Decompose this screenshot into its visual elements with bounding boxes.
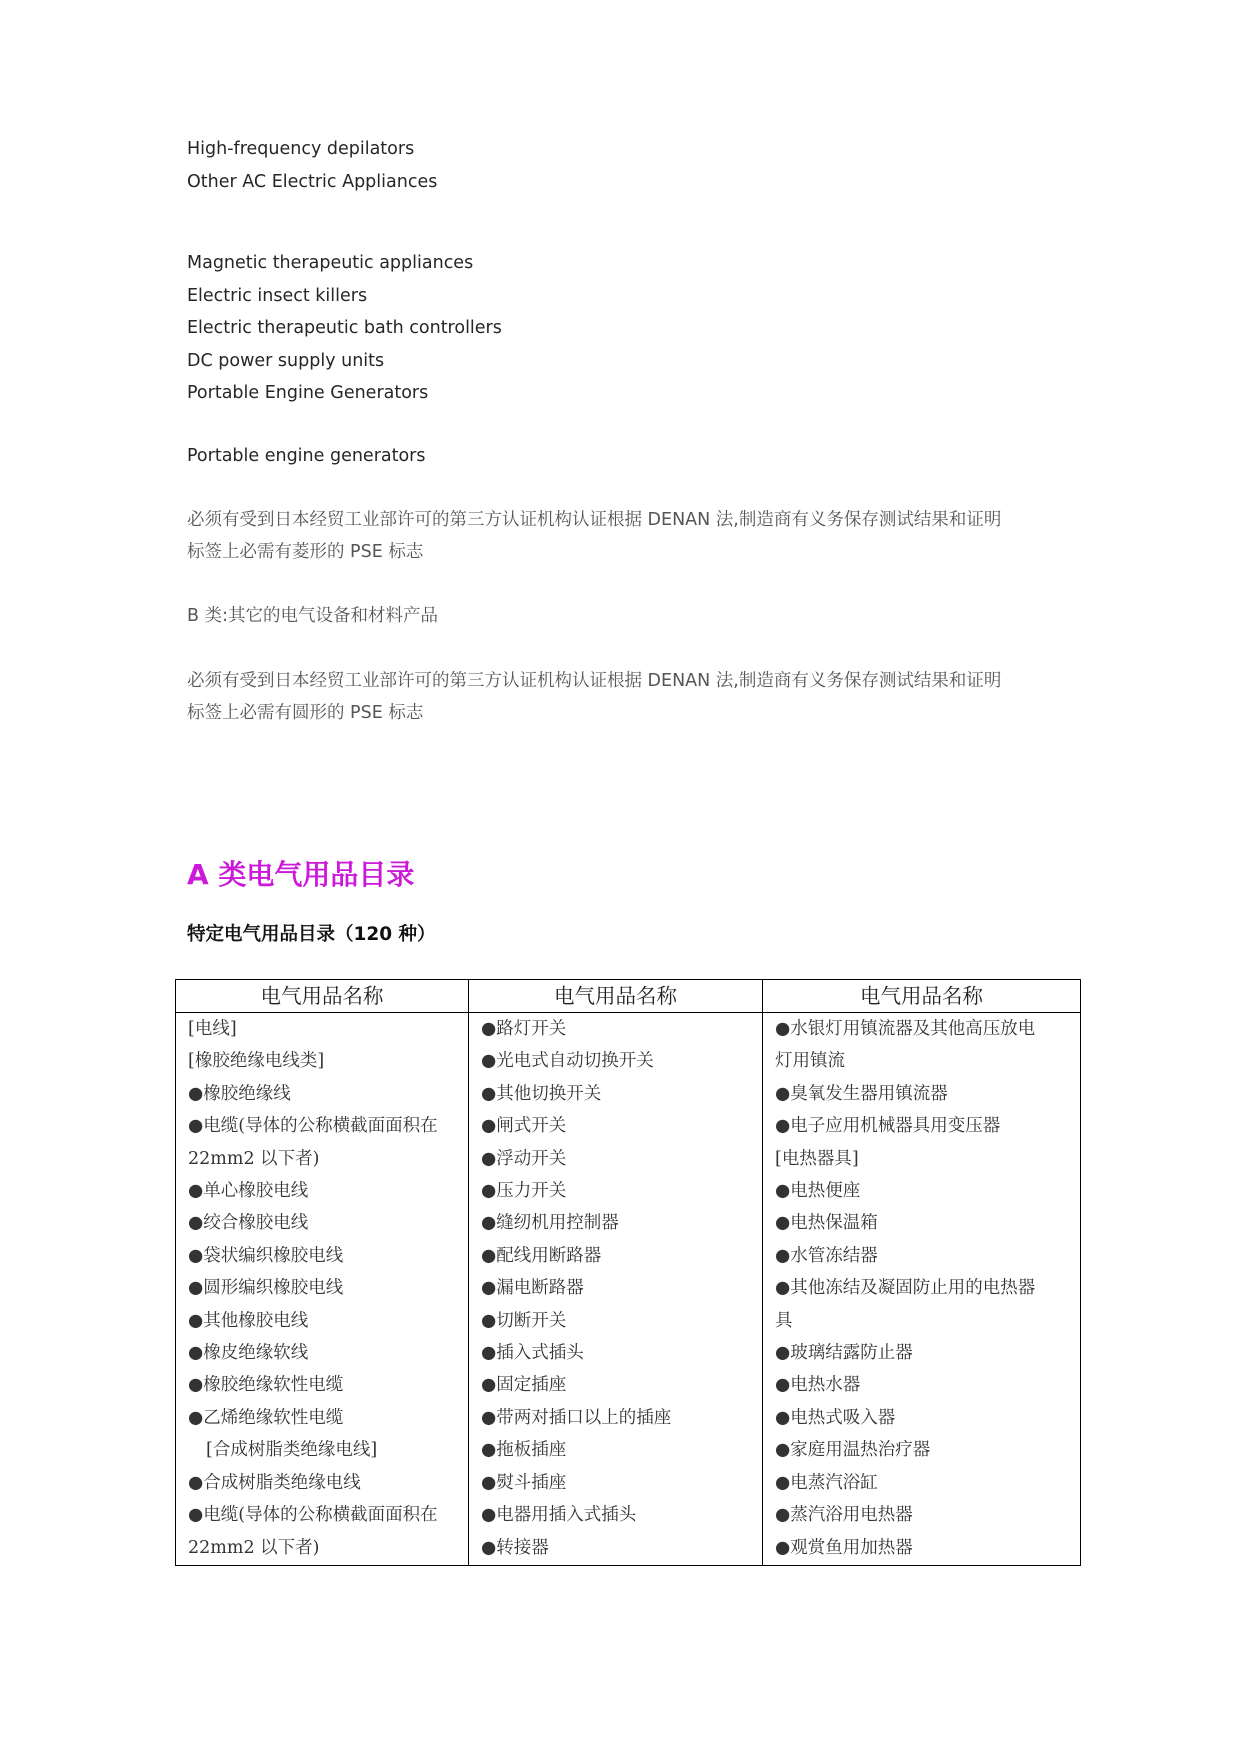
list-item: ●配线用断路器	[481, 1245, 602, 1266]
list-item: ●固定插座	[481, 1375, 567, 1396]
column-header: 电气用品名称	[469, 980, 763, 1013]
list-item: ●观赏鱼用加热器	[775, 1537, 913, 1558]
intro-list-2	[187, 247, 1087, 410]
category-b-label: B 类:其它的电气设备和材料产品	[187, 606, 438, 626]
table-row	[176, 1013, 1081, 1566]
list-item: ●漏电断路器	[481, 1278, 584, 1299]
list-item: 22mm2 以下者)	[188, 1537, 320, 1558]
list-item: [橡胶绝缘电线类]	[188, 1051, 325, 1072]
list-item: ●绞合橡胶电线	[188, 1213, 309, 1234]
list-item: ●水银灯用镇流器及其他高压放电	[775, 1019, 1036, 1039]
list-item: ●橡胶绝缘软性电缆	[188, 1375, 344, 1396]
section-heading: A 类电气用品目录	[187, 858, 415, 891]
intro-line: DC power supply units	[187, 350, 385, 371]
list-item: 灯用镇流	[775, 1051, 845, 1072]
table-header-row	[176, 980, 1081, 1013]
column-header: 电气用品名称	[763, 980, 1081, 1013]
list-item: ●浮动开关	[481, 1148, 567, 1169]
list-item: ●水管冻结器	[775, 1245, 878, 1266]
list-item: ●合成树脂类绝缘电线	[188, 1472, 361, 1493]
list-item: ●压力开关	[481, 1181, 567, 1202]
category-b	[187, 600, 1087, 632]
list-item: ●带两对插口以上的插座	[481, 1407, 672, 1428]
list-item: [电热器具]	[775, 1148, 859, 1169]
column-header: 电气用品名称	[176, 980, 469, 1013]
list-item: ●电缆(导体的公称横截面面积在	[188, 1116, 438, 1137]
intro-line: High-frequency depilators	[187, 139, 415, 159]
intro-line: Portable engine generators	[187, 446, 426, 466]
table-cell-col2	[469, 1013, 763, 1566]
intro-line: Other AC Electric Appliances	[187, 171, 438, 192]
list-item: ●电热便座	[775, 1181, 861, 1202]
list-item: ●圆形编织橡胶电线	[188, 1278, 344, 1299]
list-item: ●电热保温箱	[775, 1213, 878, 1234]
list-item: ●熨斗插座	[481, 1472, 567, 1493]
intro-line: Magnetic therapeutic appliances	[187, 253, 474, 273]
list-item: [合成树脂类绝缘电线]	[206, 1440, 378, 1461]
intro-line: Electric insect killers	[187, 285, 368, 306]
list-item: ●电热式吸入器	[775, 1407, 896, 1428]
table-cell-col3	[763, 1013, 1081, 1566]
section-subheading: 特定电气用品目录（120 种）	[187, 924, 436, 945]
paragraph-line: 必须有受到日本经贸工业部许可的第三方认证机构认证根据 DENAN 法,制造商有义务保存测试结果和证明	[187, 671, 1002, 691]
list-item: ●蒸汽浴用电热器	[775, 1505, 913, 1526]
list-item: [电线]	[188, 1019, 237, 1039]
list-item: ●乙烯绝缘软性电缆	[188, 1407, 344, 1428]
list-item: ●袋状编织橡胶电线	[188, 1245, 344, 1266]
list-item: ●拖板插座	[481, 1440, 567, 1461]
list-item: ●其他切换开关	[481, 1083, 602, 1104]
list-item: ●其他冻结及凝固防止用的电热器	[775, 1278, 1036, 1299]
list-item: ●电蒸汽浴缸	[775, 1472, 878, 1493]
list-item: ●插入式插头	[481, 1343, 584, 1364]
paragraph-line: 标签上必需有圆形的 PSE 标志	[187, 703, 424, 723]
list-item: ●玻璃结露防止器	[775, 1343, 913, 1364]
list-item: ●其他橡胶电线	[188, 1310, 309, 1331]
intro-list-1	[187, 133, 1087, 198]
list-item: ●橡皮绝缘软线	[188, 1343, 309, 1364]
paragraph-line: 标签上必需有菱形的 PSE 标志	[187, 542, 424, 562]
list-item: ●单心橡胶电线	[188, 1181, 309, 1202]
intro-line: Portable Engine Generators	[187, 383, 429, 403]
list-item: ●电子应用机械器具用变压器	[775, 1116, 1001, 1137]
paragraph-a	[187, 504, 1087, 568]
intro-line: Electric therapeutic bath controllers	[187, 318, 502, 338]
table-cell-col1	[176, 1013, 469, 1566]
list-item: ●转接器	[481, 1537, 549, 1558]
paragraph-b	[187, 665, 1087, 729]
list-item: ●橡胶绝缘线	[188, 1083, 291, 1104]
list-item: 具	[775, 1310, 793, 1331]
intro-list-3	[187, 440, 1087, 473]
list-item: ●电器用插入式插头	[481, 1505, 637, 1526]
list-item: ●光电式自动切换开关	[481, 1051, 654, 1072]
list-item: ●电缆(导体的公称横截面面积在	[188, 1505, 438, 1526]
list-item: ●臭氧发生器用镇流器	[775, 1083, 948, 1104]
list-item: ●家庭用温热治疗器	[775, 1440, 931, 1461]
list-item: ●缝纫机用控制器	[481, 1213, 619, 1234]
list-item: 22mm2 以下者)	[188, 1148, 320, 1169]
list-item: ●电热水器	[775, 1375, 861, 1396]
list-item: ●闸式开关	[481, 1116, 567, 1137]
paragraph-line: 必须有受到日本经贸工业部许可的第三方认证机构认证根据 DENAN 法,制造商有义务保存测试结果和证明	[187, 510, 1002, 530]
list-item: ●切断开关	[481, 1310, 567, 1331]
catalog-table	[175, 979, 1081, 1566]
list-item: ●路灯开关	[481, 1019, 567, 1039]
